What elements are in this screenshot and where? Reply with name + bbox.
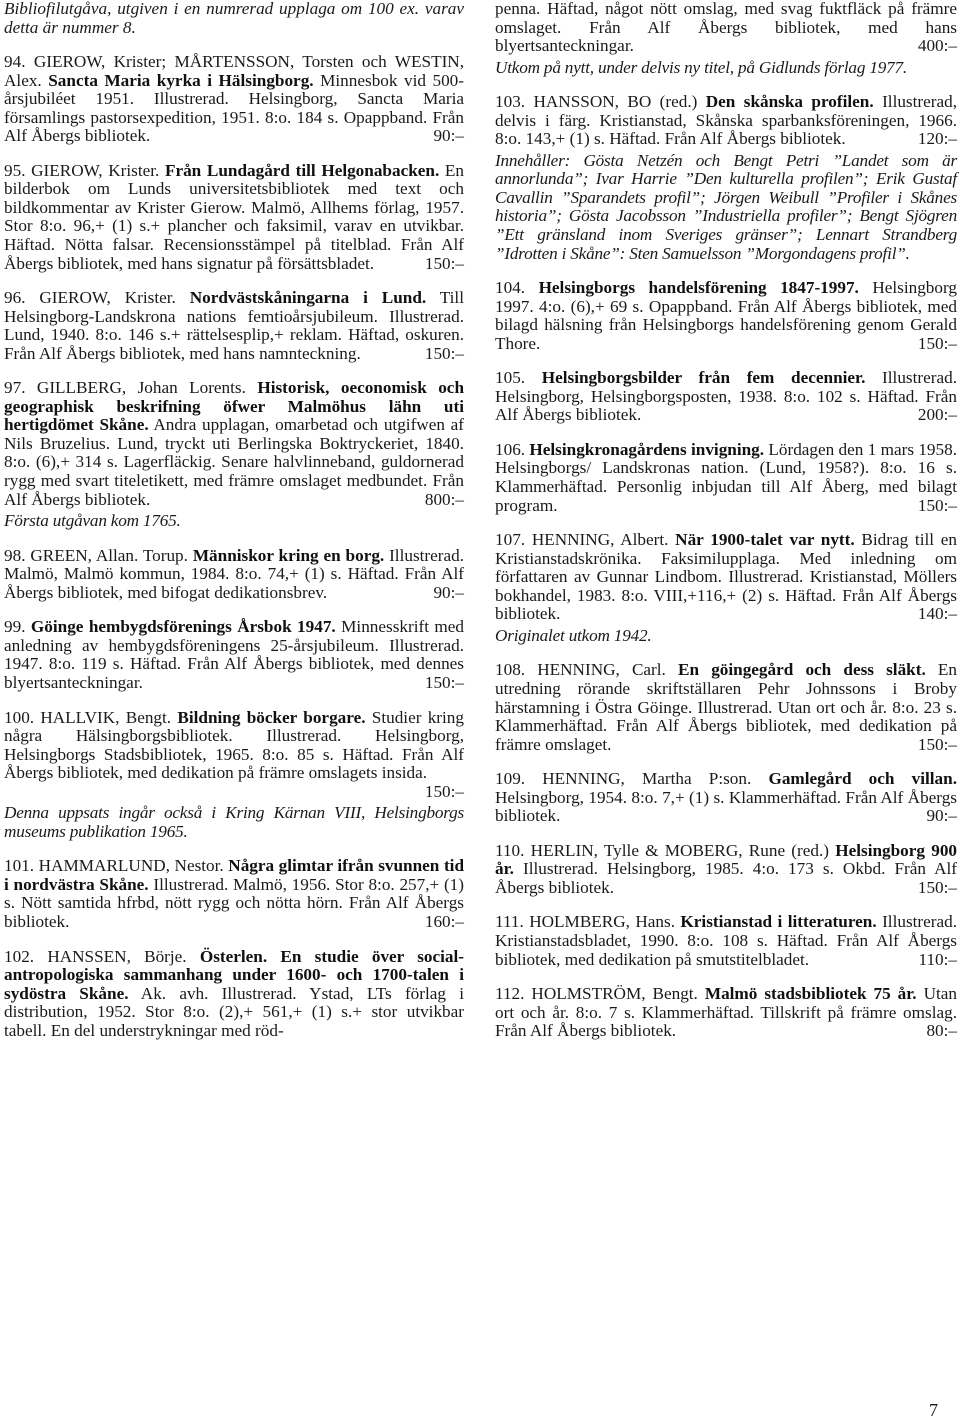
- entry-text: [495, 369, 957, 425]
- entry-description: 108. HENNING, Carl.: [495, 660, 679, 680]
- entry-description: 110. HERLIN, Tylle & MOBERG, Rune (red.): [495, 840, 836, 860]
- entry-text: [495, 279, 957, 353]
- entry-title: En göingegård och dess släkt.: [678, 660, 926, 680]
- entry-description: 111. HOLMBERG, Hans.: [495, 912, 681, 932]
- entry-description: 96. GIEROW, Krister.: [4, 288, 190, 308]
- entry-text: [495, 913, 957, 969]
- entry-description: 104.: [495, 278, 539, 298]
- entry-description: Illustrerad, delvis i färg. Kristianstad, Skånska sparbanksföreningen, 1966. 8:o. 143,+ (1) s. Häftad. Från Alf Åbergs bibliotek.: [495, 92, 957, 149]
- entry-text: [495, 842, 957, 898]
- entry-title: Sancta Maria kyrka i Hälsingborg.: [48, 70, 314, 90]
- catalog-entry: [495, 93, 957, 263]
- entry-price: 150:–: [917, 333, 957, 353]
- entry-description: 97. GILLBERG, Johan Lorents.: [4, 378, 258, 398]
- entry-description: Illustrerad. Malmö, 1956. Stor 8:o. 257,+ (1) s. Nött samtida hfrbd, nött rygg och nötta hörn. Från Alf Åbergs bibliotek.: [4, 874, 464, 931]
- entry-text: [4, 379, 464, 509]
- catalog-entry: [495, 985, 957, 1041]
- entry-text: [4, 0, 464, 37]
- entry-title: Kristianstad i litteraturen.: [680, 912, 877, 932]
- entry-description: Andra upplagan, omarbetad och utgifwen af Nils Bruzelius. Lund, tryckt uti Berlingska Boktryckeriet, 1840. 8:o. (6),+ 314 s. Lagerfläckig. Senare halvlinneband, guldornerad rygg med svart titeletikett, med främre omslaget medbundet. Från Alf Åbergs bibliotek.: [4, 415, 464, 509]
- catalog-entry: [495, 842, 957, 898]
- entry-price: 160:–: [424, 911, 464, 931]
- entry-title: Människor kring en borg.: [192, 545, 385, 565]
- entry-description: 103. HANSSON, BO (red.): [495, 92, 706, 112]
- entry-description: Minnesbok vid 500-årsjubiléet 1951. Illustrerad. Helsingborg, Sancta Maria församlings pastorsexpedition, 1951. 8:o. 184 s. Opappband. Från Alf Åbergs bibliotek.: [4, 70, 464, 146]
- entry-description: 101. HAMMARLUND, Nestor.: [4, 856, 229, 876]
- entry-description: En bilderbok om Lunds universitetsbibliotek med text och bildkommentar av Krister Gierow. Malmö, Allhems förlag, 1957. Stor 8:o. 96,+ (1) s.+ plancher och faksimil, varav en utvikbar. Häftad. Nötta falsar. Recensionsstämpel på titelblad. Från Alf Åbergs bibliotek, med hans signatur på försättsbladet.: [4, 160, 465, 273]
- entry-description: Illustrerad. Kristianstadsbladet, 1990. 8:o. 108 s. Häftad. Från Alf Åbergs bibliotek, med dedikation på smutstitelbladet.: [495, 912, 957, 969]
- entry-title: Helsingborg 900 år.: [495, 840, 958, 879]
- page-number: 7: [929, 1400, 938, 1420]
- entry-description: En utredning rörande skriftställaren Pehr Johnssons i Broby härstamning i Östra Göinge. Illustrerad. Utan ort och år. 8:o. 23 s. Klammerhäftad. Från Alf Åbergs bibliotek, med dedikation på främre omslaget.: [495, 660, 957, 754]
- entry-description: Illustrerad. Helsingborg, 1985. 4:o. 173 s. Okbd. Från Alf Åbergs bibliotek.: [495, 859, 957, 897]
- entry-text: [4, 857, 464, 931]
- entry-title: Helsingkronagårdens invigning.: [529, 439, 765, 459]
- entry-description: Helsingborg 1997. 4:o. (6),+ 69 s. Opappband. Från Alf Åbergs bibliotek, med bilagd hälsning från Helsingborgs handelsförening genom Gerald Thore.: [495, 278, 957, 353]
- entry-price: 140:–: [917, 604, 957, 624]
- entry-price: 120:–: [917, 129, 957, 149]
- catalog-entry: [4, 948, 464, 1041]
- entry-note: Första utgåvan kom 1765.: [4, 511, 181, 531]
- entry-price: 80:–: [926, 1021, 957, 1041]
- catalog-entry: [495, 661, 957, 754]
- entry-title: Gamlegård och villan.: [768, 769, 957, 789]
- entry-price: 150:–: [917, 734, 957, 754]
- entry-description: 105.: [495, 368, 542, 388]
- entry-price: 150:–: [424, 253, 464, 273]
- entry-text: [495, 770, 957, 826]
- entry-description: Ak. avh. Illustrerad. Ystad, LTs förlag i distribution, 1952. Stor 8:o. (2),+ 561,+ (1) s.+ stor utvikbar tabell. En del understrykningar med röd-: [4, 983, 464, 1040]
- right-column: [495, 0, 957, 1057]
- entry-description: 99.: [4, 617, 31, 637]
- entry-description: 102. HANSSEN, Börje.: [4, 946, 200, 966]
- entry-description: 106.: [495, 439, 530, 459]
- entry-description: Illustrerad. Malmö, Malmö kommun, 1984. 8:o. 74,+ (1) s. Häftad. Från Alf Åbergs bibliotek, med bifogat dedikationsbrev.: [4, 545, 464, 602]
- left-column: [4, 0, 464, 1056]
- entry-description: Studier kring några Hälsingborgsbibliotek. Illustrerad. Helsingborg, Helsingborgs Stadsbibliotek, 1965. 8:o. 85 s. Häftad. Från Alf Åbergs bibliotek, med dedikation på främre omslagets insida.: [4, 707, 464, 783]
- catalog-entry: [495, 913, 957, 969]
- entry-price: 150:–: [917, 495, 957, 515]
- catalog-entry: [495, 770, 957, 826]
- entry-title: Helsingborgs handelsförening 1847-1997.: [538, 278, 859, 298]
- entry-note: Innehåller: Gösta Netzén och Bengt Petri ”Landet som är annorlunda”; Ivar Harrie ”Den kulturella profilen”; Erik Gustaf Cavallin ”Sparandets profil”; Jörgen Weibull ”Profiler i Skånes historia”; Gösta Jacobsson ”Industriella profiler”; Bengt Sjögren ”Ett gränsland inom Sveriges gränser”; Lennart Strandberg ”Idrotten i Skåne”: Sten Samuelsson ”Morgondagens profil”.: [495, 150, 957, 263]
- entry-note: Originalet utkom 1942.: [495, 625, 652, 645]
- entry-description: 109. HENNING, Martha P:son.: [495, 769, 769, 789]
- entry-description: Utan ort och år. 8:o. 7 s. Klammerhäftad. Tillskrift på främre omslag. Från Alf Åbergs bibliotek.: [495, 984, 957, 1041]
- entry-description: Bibliofilutgåva, utgiven i en numrerad upplaga om 100 ex. varav detta är nummer 8.: [4, 0, 464, 37]
- entry-text: [4, 289, 464, 363]
- entry-description: Lördagen den 1 mars 1958. Helsingborgs/ Landskronas nation. (Lund, 1958?). 8:o. 16 s. Klammerhäftad. Personlig inbjudan till Alf Åberg, med bilagt program.: [495, 439, 957, 515]
- entry-title: Den skånska profilen.: [705, 92, 874, 112]
- catalog-entry: [495, 279, 957, 353]
- catalog-entry: [4, 379, 464, 530]
- entry-note: Utkom på nytt, under delvis ny titel, på Gidlunds förlag 1977.: [495, 57, 907, 77]
- entry-price: 150:–: [917, 877, 957, 897]
- entry-title: Bildning böcker borgare.: [177, 707, 366, 727]
- entry-price: 150:–: [424, 672, 464, 692]
- entry-text: [495, 985, 957, 1041]
- entry-price: 400:–: [917, 36, 957, 56]
- entry-text: [4, 707, 464, 801]
- entry-price: 200:–: [917, 405, 957, 425]
- catalog-entry: [4, 857, 464, 931]
- entry-text: [4, 547, 464, 603]
- catalog-entry: [4, 53, 464, 146]
- entry-text: [495, 661, 957, 754]
- entry-text: [4, 618, 464, 692]
- entry-title: Historisk, oeconomisk och geographisk beskrifning öfwer Malmöhus lähn uti hertigdömet Skåne.: [4, 378, 464, 435]
- entry-description: Helsingborg, 1954. 8:o. 7,+ (1) s. Klammerhäftad. Från Alf Åbergs bibliotek.: [495, 787, 957, 826]
- entry-price: 800:–: [424, 489, 464, 509]
- entry-title: Malmö stadsbibliotek 75 år.: [704, 984, 917, 1004]
- entry-description: Illustrerad. Helsingborg, Helsingborgsposten, 1938. 8:o. 102 s. Häftad. Från Alf Åbergs bibliotek.: [495, 368, 957, 425]
- entry-text: [495, 93, 957, 149]
- entry-price: 110:–: [918, 949, 957, 969]
- catalog-entry: [4, 618, 464, 692]
- entry-note: Denna uppsats ingår också i Kring Kärnan VIII, Helsingborgs museums publikation 1965.: [4, 803, 464, 841]
- entry-price: 150:–: [424, 343, 464, 363]
- entry-text: [495, 441, 957, 515]
- entry-text: [4, 948, 464, 1041]
- entry-description: Minnesskrift med anledning av hembygdsföreningens 25-årsjubileum. Illustrerad. 1947. 8:o. 119 s. Häftad. Från Alf Åbergs bibliotek, med dennes blyertsanteckningar.: [4, 617, 465, 692]
- catalog-entry: [4, 289, 464, 363]
- catalog-entry: [4, 547, 464, 603]
- catalog-entry: [495, 369, 957, 425]
- entry-text: [495, 0, 957, 56]
- entry-description: 94. GIEROW, Krister; MÅRTENSSON, Torsten och WESTIN, Alex.: [4, 52, 464, 90]
- entry-description: Till Helsingborg-Landskrona nations femtioårsjubileum. Illustrerad. Lund, 1940. 8:o. 146 s.+ rättelsesplip,+ reklam. Häftad, oskuren. Från Alf Åbergs bibliotek, med hans namnteckning.: [4, 288, 464, 363]
- entry-title: Några glimtar ifrån svunnen tid i nordvästra Skåne.: [4, 856, 464, 894]
- entry-text: [4, 162, 464, 273]
- entry-title: Nordvästskåningarna i Lund.: [189, 288, 427, 308]
- entry-description: 107. HENNING, Albert.: [495, 530, 676, 550]
- entry-description: penna. Häftad, något nött omslag, med svag fuktfläck på främre omslaget. Från Alf Åbergs bibliotek, med hans blyertsanteckningar.: [495, 0, 957, 56]
- entry-price: 90:–: [926, 806, 957, 826]
- catalog-entry: [495, 0, 957, 77]
- entry-description: 98. GREEN, Allan. Torup.: [4, 545, 193, 565]
- entry-text: [4, 53, 464, 146]
- entry-text: [495, 531, 957, 624]
- catalog-entry: [4, 709, 464, 842]
- catalog-entry: [495, 531, 957, 645]
- catalog-entry: [4, 0, 464, 37]
- entry-title: Helsingborgsbilder från fem decennier.: [541, 368, 866, 388]
- entry-title: När 1900-talet var nytt.: [675, 530, 855, 550]
- catalog-entry: [495, 441, 957, 515]
- entry-price: 150:–: [424, 781, 464, 801]
- entry-price: 90:–: [433, 126, 464, 146]
- entry-title: Österlen. En studie över social-antropologiska sammanhang under 1600- och 1700-talen i sydöstra Skåne.: [4, 946, 465, 1003]
- entry-description: 100. HALLVIK, Bengt.: [4, 707, 178, 727]
- entry-description: 95. GIEROW, Krister.: [4, 160, 165, 180]
- entry-description: 112. HOLMSTRÖM, Bengt.: [495, 984, 705, 1004]
- entry-price: 90:–: [433, 582, 464, 602]
- catalog-entry: [4, 162, 464, 273]
- entry-title: Göinge hembygdsförenings Årsbok 1947.: [30, 617, 336, 637]
- entry-title: Från Lundagård till Helgonabacken.: [164, 160, 440, 180]
- entry-description: Bidrag till en Kristianstadskrönika. Faksimilupplaga. Med inledning om författaren av Gunnar Lindbom. Illustrerad. Kristianstad, Möllers bokhandel, 1983. 8:o. VIII,+116,+ (2) s. Häftad. Från Alf Åbergs bibliotek.: [495, 530, 957, 624]
